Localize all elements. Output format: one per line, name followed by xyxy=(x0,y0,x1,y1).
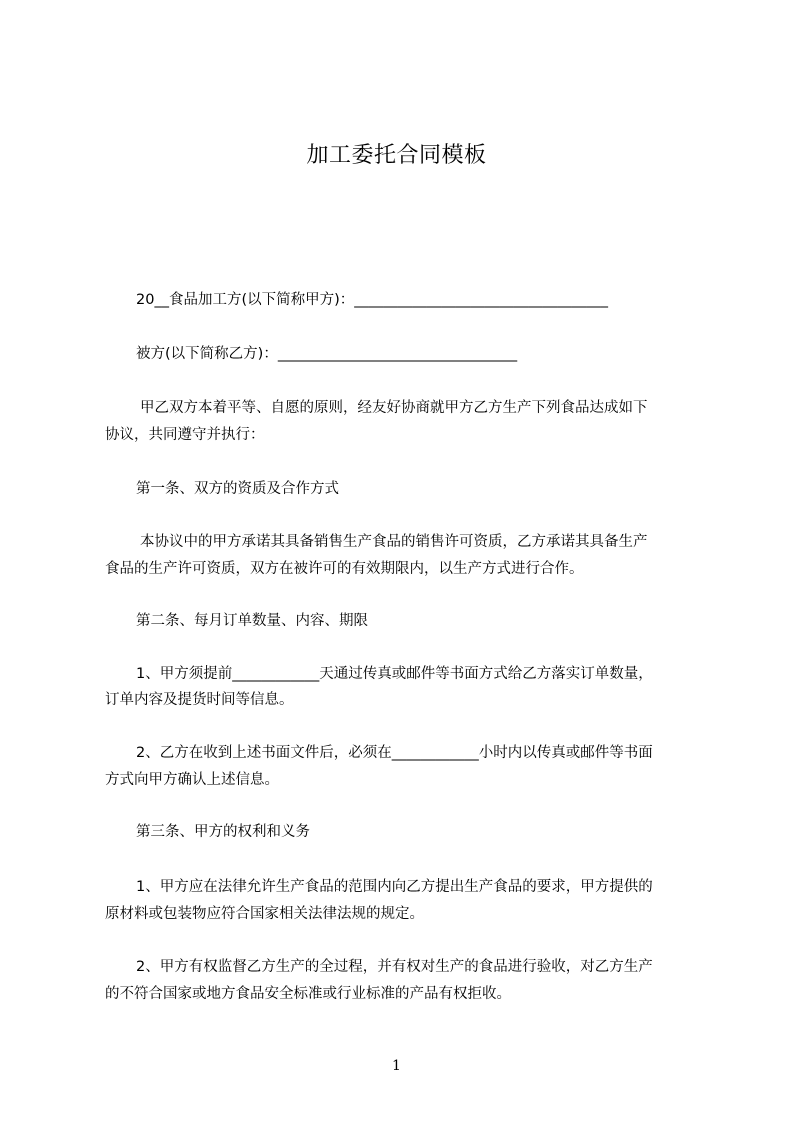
intro-paragraph-line-2: 协议，共同遵守并执行： xyxy=(105,427,265,443)
article-3-item-1-line-1: 1、甲方应在法律允许生产食品的范围内向乙方提出生产食品的要求，甲方提供的 xyxy=(136,879,653,895)
article-3-item-2-line-2: 的不符合国家或地方食品安全标准或行业标准的产品有权拒收。 xyxy=(105,986,511,1002)
article-3-item-2-line-1: 2、甲方有权监督乙方生产的全过程，并有权对生产的食品进行验收，对乙方生产 xyxy=(136,959,653,975)
article-3-heading: 第三条、甲方的权利和义务 xyxy=(136,824,310,840)
document-title: 加工委托合同模板 xyxy=(306,143,487,168)
article-1-paragraph-line-2: 食品的生产许可资质，双方在被许可的有效期限内，以生产方式进行合作。 xyxy=(105,561,584,577)
article-1-paragraph-line-1: 本协议中的甲方承诺其具备销售生产食品的销售许可资质，乙方承诺其具备生产 xyxy=(140,534,648,550)
article-2-item-2-line-1: 2、乙方在收到上述书面文件后，必须在____________小时内以传真或邮件等书面 xyxy=(136,745,653,761)
article-2-item-1-line-2: 订单内容及提货时间等信息。 xyxy=(105,692,294,708)
intro-paragraph-line-1: 甲乙双方本着平等、自愿的原则，经友好协商就甲方乙方生产下列食品达成如下 xyxy=(140,400,648,416)
article-3-item-1-line-2: 原材料或包装物应符合国家相关法律法规的规定。 xyxy=(105,906,424,922)
article-2-heading: 第二条、每月订单数量、内容、期限 xyxy=(136,613,368,629)
article-1-heading: 第一条、双方的资质及合作方式 xyxy=(136,481,339,497)
article-2-item-1-line-1: 1、甲方须提前____________天通过传真或邮件等书面方式给乙方落实订单数量， xyxy=(136,666,653,682)
party-a-line: 20__食品加工方(以下简称甲方)：___________________________________ xyxy=(136,292,609,308)
article-2-item-2-line-2: 方式向甲方确认上述信息。 xyxy=(105,772,279,788)
page-number: 1 xyxy=(392,1058,401,1074)
party-b-line: 被方(以下简称乙方)：_________________________________ xyxy=(136,346,518,362)
